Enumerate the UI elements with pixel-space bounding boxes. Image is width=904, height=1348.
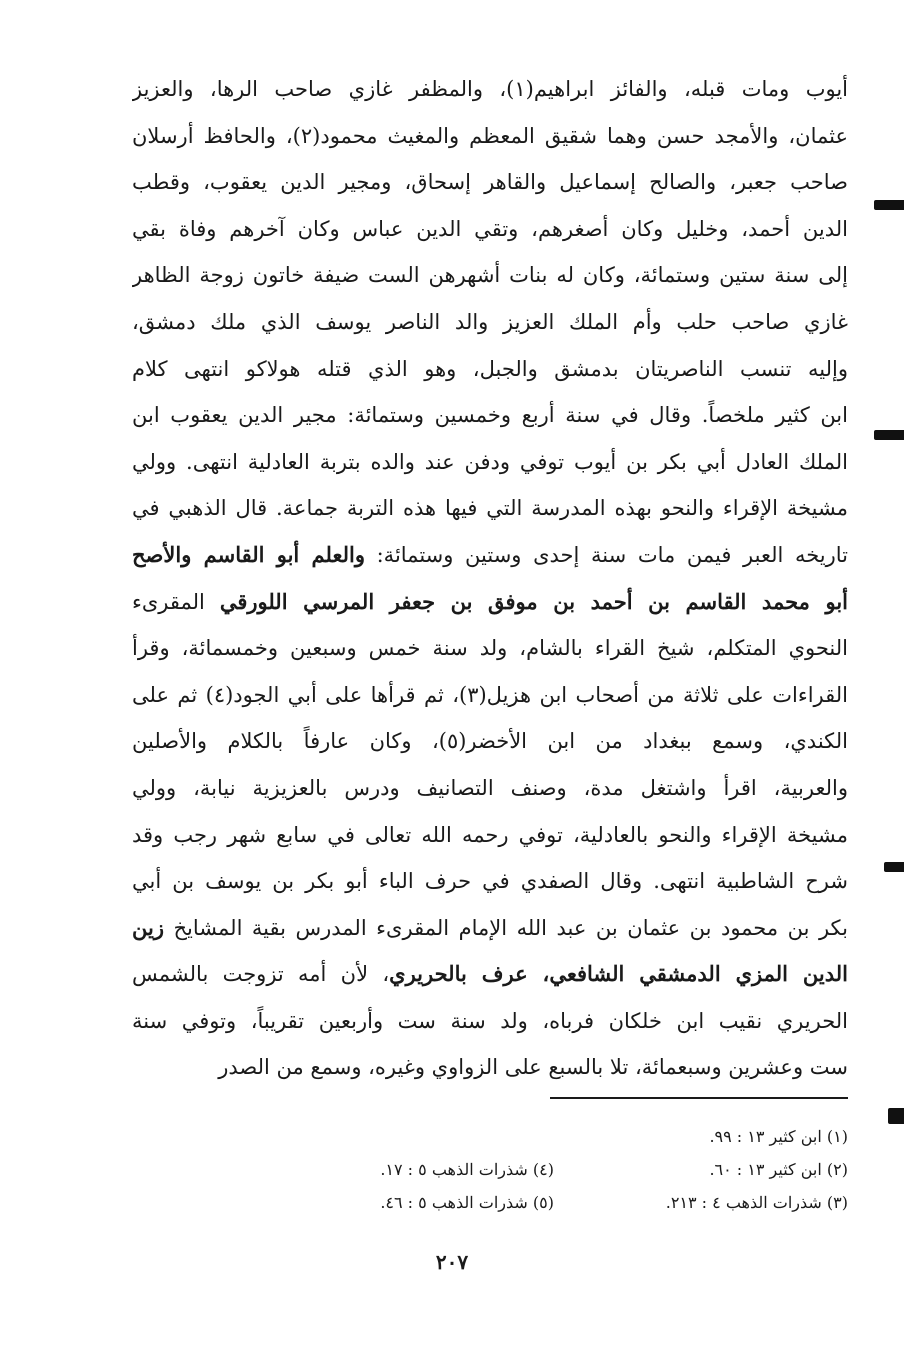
text-line bbox=[132, 159, 848, 206]
text-segment: ابن كثير ملخصاً. وقال في سنة أربع وخمسين وستمائة: مجير الدين يعقوب ابن bbox=[132, 403, 848, 428]
text-line bbox=[132, 392, 848, 439]
text-line bbox=[132, 765, 848, 812]
text-line bbox=[132, 439, 848, 486]
text-segment: وإليه تنسب الناصريتان بدمشق والجبل، وهو الذي قتله هولاكو انتهى كلام bbox=[132, 356, 848, 381]
text-line bbox=[132, 252, 848, 299]
text-segment: النحوي المتكلم، شيخ القراء بالشام، ولد سنة خمس وسبعين وخمسمائة، وقرأ bbox=[132, 636, 848, 661]
footnotes bbox=[260, 1120, 848, 1219]
edge-mark bbox=[874, 430, 904, 440]
bold-text-segment: الدين المزي الدمشقي الشافعي، عرف بالحريري bbox=[389, 961, 848, 987]
text-segment: ست وعشرين وسبعمائة، تلا بالسبع على الزواوي وغيره، وسمع من الصدر bbox=[218, 1055, 848, 1080]
footnote-separator bbox=[550, 1097, 848, 1099]
bold-text-segment: أبو محمد القاسم بن أحمد بن موفق بن جعفر المرسي اللورقي bbox=[219, 588, 848, 614]
text-line bbox=[132, 299, 848, 346]
text-segment: مشيخة الإقراء والنحو بهذه المدرسة التي فيها هذه التربة جماعة. قال الذهبي في bbox=[132, 496, 848, 521]
text-segment: القراءات على ثلاثة من أصحاب ابن هزيل(٣)، ثم قرأها على أبي الجود(٤) ثم على bbox=[132, 682, 848, 707]
page-number: ٢٠٧ bbox=[435, 1250, 469, 1274]
text-segment: مشيخة الإقراء والنحو بالعادلية، توفي رحمه الله تعالى في سابع شهر رجب وقد bbox=[132, 822, 848, 847]
edge-mark bbox=[874, 200, 904, 210]
text-line bbox=[132, 1044, 848, 1091]
text-segment: بكر بن محمود بن عثمان بن عبد الله الإمام المقرىء المدرس بقية المشايخ bbox=[163, 915, 848, 940]
text-segment: الدين أحمد، وخليل وكان أصغرهم، وتقي الدين عباس وكان آخرهم وفاة بقي bbox=[132, 216, 848, 241]
footnote: (٥) شذرات الذهب ٥ : ٤٦. bbox=[380, 1193, 554, 1212]
footnote-row bbox=[260, 1120, 848, 1153]
text-line bbox=[132, 998, 848, 1045]
footnote: (١) ابن كثير ١٣ : ٩٩. bbox=[709, 1127, 848, 1146]
bold-text-segment: زين bbox=[132, 914, 164, 940]
text-line bbox=[132, 532, 848, 579]
footnote: (٣) شذرات الذهب ٤ : ٢١٣. bbox=[665, 1193, 848, 1212]
text-segment: الملك العادل أبي بكر بن أيوب توفي ودفن عند والده بتربة العادلية انتهى. وولي bbox=[132, 449, 848, 474]
text-line bbox=[132, 625, 848, 672]
bold-text-segment: والعلم أبو القاسم والأصح bbox=[132, 541, 365, 567]
text-line bbox=[132, 858, 848, 905]
footnote: (٤) شذرات الذهب ٥ : ١٧. bbox=[380, 1160, 554, 1179]
text-segment: المقرىء bbox=[132, 589, 220, 614]
text-line bbox=[132, 812, 848, 859]
text-line bbox=[132, 579, 848, 626]
main-text bbox=[132, 66, 848, 1091]
text-segment: غازي صاحب حلب وأم الملك العزيز والد الناصر يوسف الذي ملك دمشق، bbox=[132, 309, 848, 334]
text-segment: ، لأن أمه تزوجت بالشمس bbox=[132, 962, 390, 987]
text-segment: والعربية، اقرأ واشتغل مدة، وصنف التصانيف ودرس بالعزيزية نيابة، وولي bbox=[132, 775, 848, 800]
text-segment: الكندي، وسمع ببغداد من ابن الأخضر(٥)، وكان عارفاً بالكلام والأصلين bbox=[132, 729, 848, 754]
text-line bbox=[132, 905, 848, 952]
text-segment: تاريخه العبر فيمن مات سنة إحدى وستين وستمائة: bbox=[364, 542, 848, 567]
text-line bbox=[132, 206, 848, 253]
text-segment: أيوب ومات قبله، والفائز ابراهيم(١)، والمظفر غازي صاحب الرها، والعزيز bbox=[132, 77, 848, 101]
text-segment: عثمان، والأمجد حسن وهما شقيق المعظم والمغيث محمود(٢)، والحافظ أرسلان bbox=[132, 123, 848, 148]
footnote bbox=[260, 1120, 554, 1153]
text-line bbox=[132, 718, 848, 765]
footnote-row bbox=[260, 1153, 848, 1186]
text-segment: إلى سنة ستين وستمائة، وكان له بنات أشهرهن الست ضيفة خاتون زوجة الظاهر bbox=[132, 263, 848, 288]
text-line bbox=[132, 951, 848, 998]
text-segment: شرح الشاطبية انتهى. وقال الصفدي في حرف الباء أبو بكر بن يوسف بن أبي bbox=[132, 869, 848, 894]
text-line bbox=[132, 485, 848, 532]
text-segment: صاحب جعبر، والصالح إسماعيل والقاهر إسحاق، ومجير الدين يعقوب، وقطب bbox=[132, 170, 848, 195]
text-line bbox=[132, 346, 848, 393]
edge-mark bbox=[888, 1108, 904, 1124]
text-line bbox=[132, 672, 848, 719]
text-segment: الحريري نقيب ابن خلكان فرباه، ولد سنة ست وأربعين تقريباً، وتوفي سنة bbox=[132, 1008, 848, 1033]
footnote: (٢) ابن كثير ١٣ : ٦٠. bbox=[709, 1160, 848, 1179]
text-line bbox=[132, 66, 848, 113]
text-line bbox=[132, 113, 848, 160]
edge-mark bbox=[884, 862, 904, 872]
footnote-row bbox=[260, 1186, 848, 1219]
